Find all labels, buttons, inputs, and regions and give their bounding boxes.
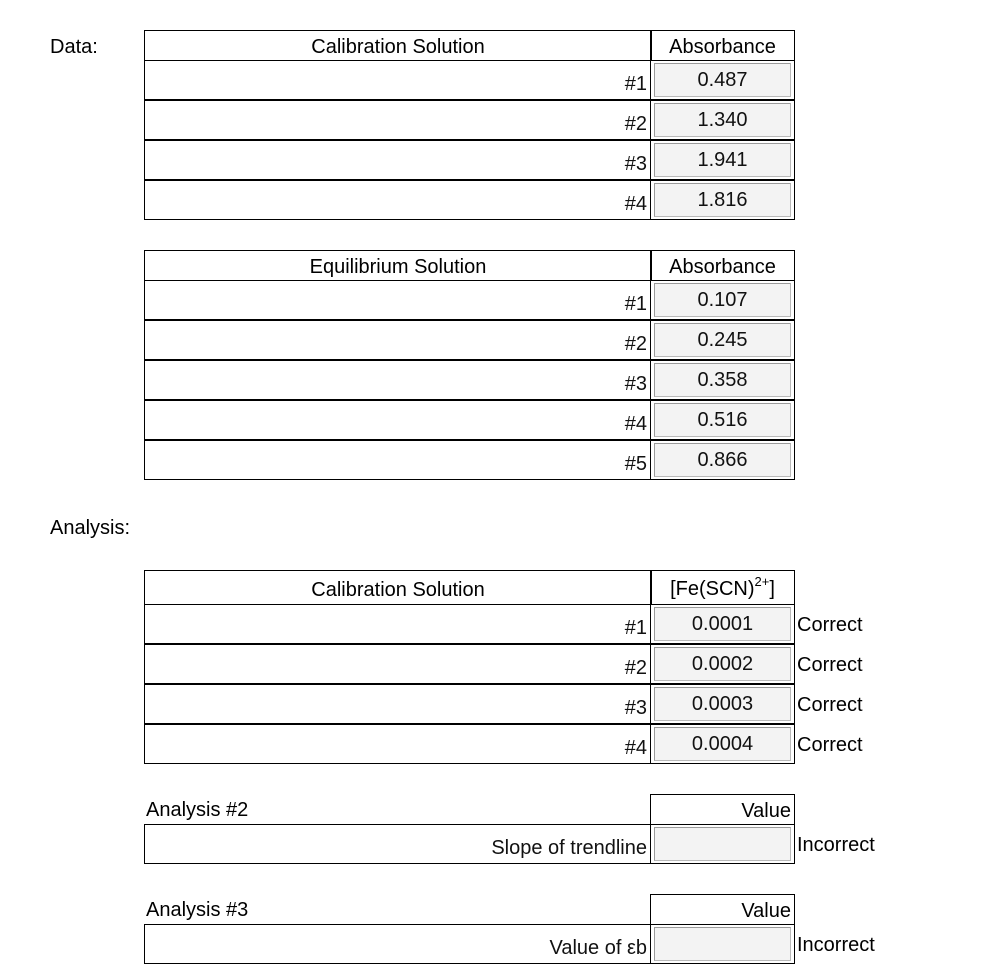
table-row bbox=[144, 684, 863, 724]
table-row bbox=[144, 280, 795, 320]
table-row bbox=[144, 60, 795, 100]
absorbance-input[interactable]: 1.340 bbox=[654, 103, 791, 137]
status-text: Incorrect bbox=[797, 834, 875, 856]
table-row bbox=[144, 320, 795, 360]
data-section-label: Data: bbox=[50, 36, 98, 58]
equilibrium-header: Equilibrium Solution bbox=[144, 250, 652, 282]
table-row bbox=[144, 180, 795, 220]
concentration-input[interactable]: 0.0004 bbox=[654, 727, 791, 761]
table-row bbox=[144, 824, 875, 864]
status-text: Correct bbox=[797, 694, 863, 716]
table-row bbox=[144, 140, 795, 180]
row-label: #4 bbox=[624, 413, 647, 435]
concentration-input[interactable]: 0.0001 bbox=[654, 607, 791, 641]
row-label: #1 bbox=[624, 73, 647, 95]
analysis-section-label: Analysis: bbox=[50, 517, 131, 539]
row-label: #5 bbox=[624, 453, 647, 475]
value-header: Value bbox=[650, 794, 795, 826]
row-label: #3 bbox=[624, 153, 647, 175]
row-label: Value of εb bbox=[549, 937, 647, 959]
table-row bbox=[144, 100, 795, 140]
concentration-header-suffix: ] bbox=[769, 578, 775, 600]
table-row bbox=[144, 440, 795, 480]
absorbance-input[interactable]: 0.245 bbox=[654, 323, 791, 357]
absorbance-input[interactable]: 0.358 bbox=[654, 363, 791, 397]
absorbance-input[interactable]: 1.816 bbox=[654, 183, 791, 217]
concentration-header-prefix: [Fe(SCN) bbox=[670, 578, 755, 600]
row-label: #4 bbox=[624, 737, 647, 759]
status-text: Correct bbox=[797, 614, 863, 636]
row-label: #2 bbox=[624, 657, 647, 679]
calibration-header: Calibration Solution bbox=[144, 30, 652, 62]
row-label: #1 bbox=[624, 617, 647, 639]
row-label: #4 bbox=[624, 193, 647, 215]
table-row bbox=[144, 400, 795, 440]
row-label: #2 bbox=[624, 333, 647, 355]
concentration-header bbox=[650, 570, 795, 606]
absorbance-input[interactable]: 0.487 bbox=[654, 63, 791, 97]
analysis-2-title: Analysis #2 bbox=[146, 799, 249, 821]
absorbance-input[interactable]: 0.107 bbox=[654, 283, 791, 317]
row-label: #2 bbox=[624, 113, 647, 135]
row-label: #1 bbox=[624, 293, 647, 315]
status-text: Correct bbox=[797, 654, 863, 676]
table-row bbox=[144, 604, 863, 644]
table-row bbox=[144, 360, 795, 400]
row-label: Slope of trendline bbox=[491, 837, 647, 859]
table-row bbox=[144, 644, 863, 684]
calibration-header: Calibration Solution bbox=[144, 570, 652, 606]
absorbance-input[interactable]: 0.866 bbox=[654, 443, 791, 477]
status-text: Incorrect bbox=[797, 934, 875, 956]
row-label: #3 bbox=[624, 373, 647, 395]
concentration-input[interactable]: 0.0003 bbox=[654, 687, 791, 721]
row-label: #3 bbox=[624, 697, 647, 719]
concentration-header-charge: 2+ bbox=[754, 574, 770, 590]
table-row bbox=[144, 924, 875, 964]
absorbance-input[interactable]: 0.516 bbox=[654, 403, 791, 437]
concentration-input[interactable]: 0.0002 bbox=[654, 647, 791, 681]
analysis-3-title: Analysis #3 bbox=[146, 899, 249, 921]
table-row bbox=[144, 724, 863, 764]
epsilon-b-input[interactable] bbox=[654, 927, 791, 961]
value-header: Value bbox=[650, 894, 795, 926]
slope-input[interactable] bbox=[654, 827, 791, 861]
absorbance-header: Absorbance bbox=[650, 30, 795, 62]
absorbance-header: Absorbance bbox=[650, 250, 795, 282]
status-text: Correct bbox=[797, 734, 863, 756]
absorbance-input[interactable]: 1.941 bbox=[654, 143, 791, 177]
